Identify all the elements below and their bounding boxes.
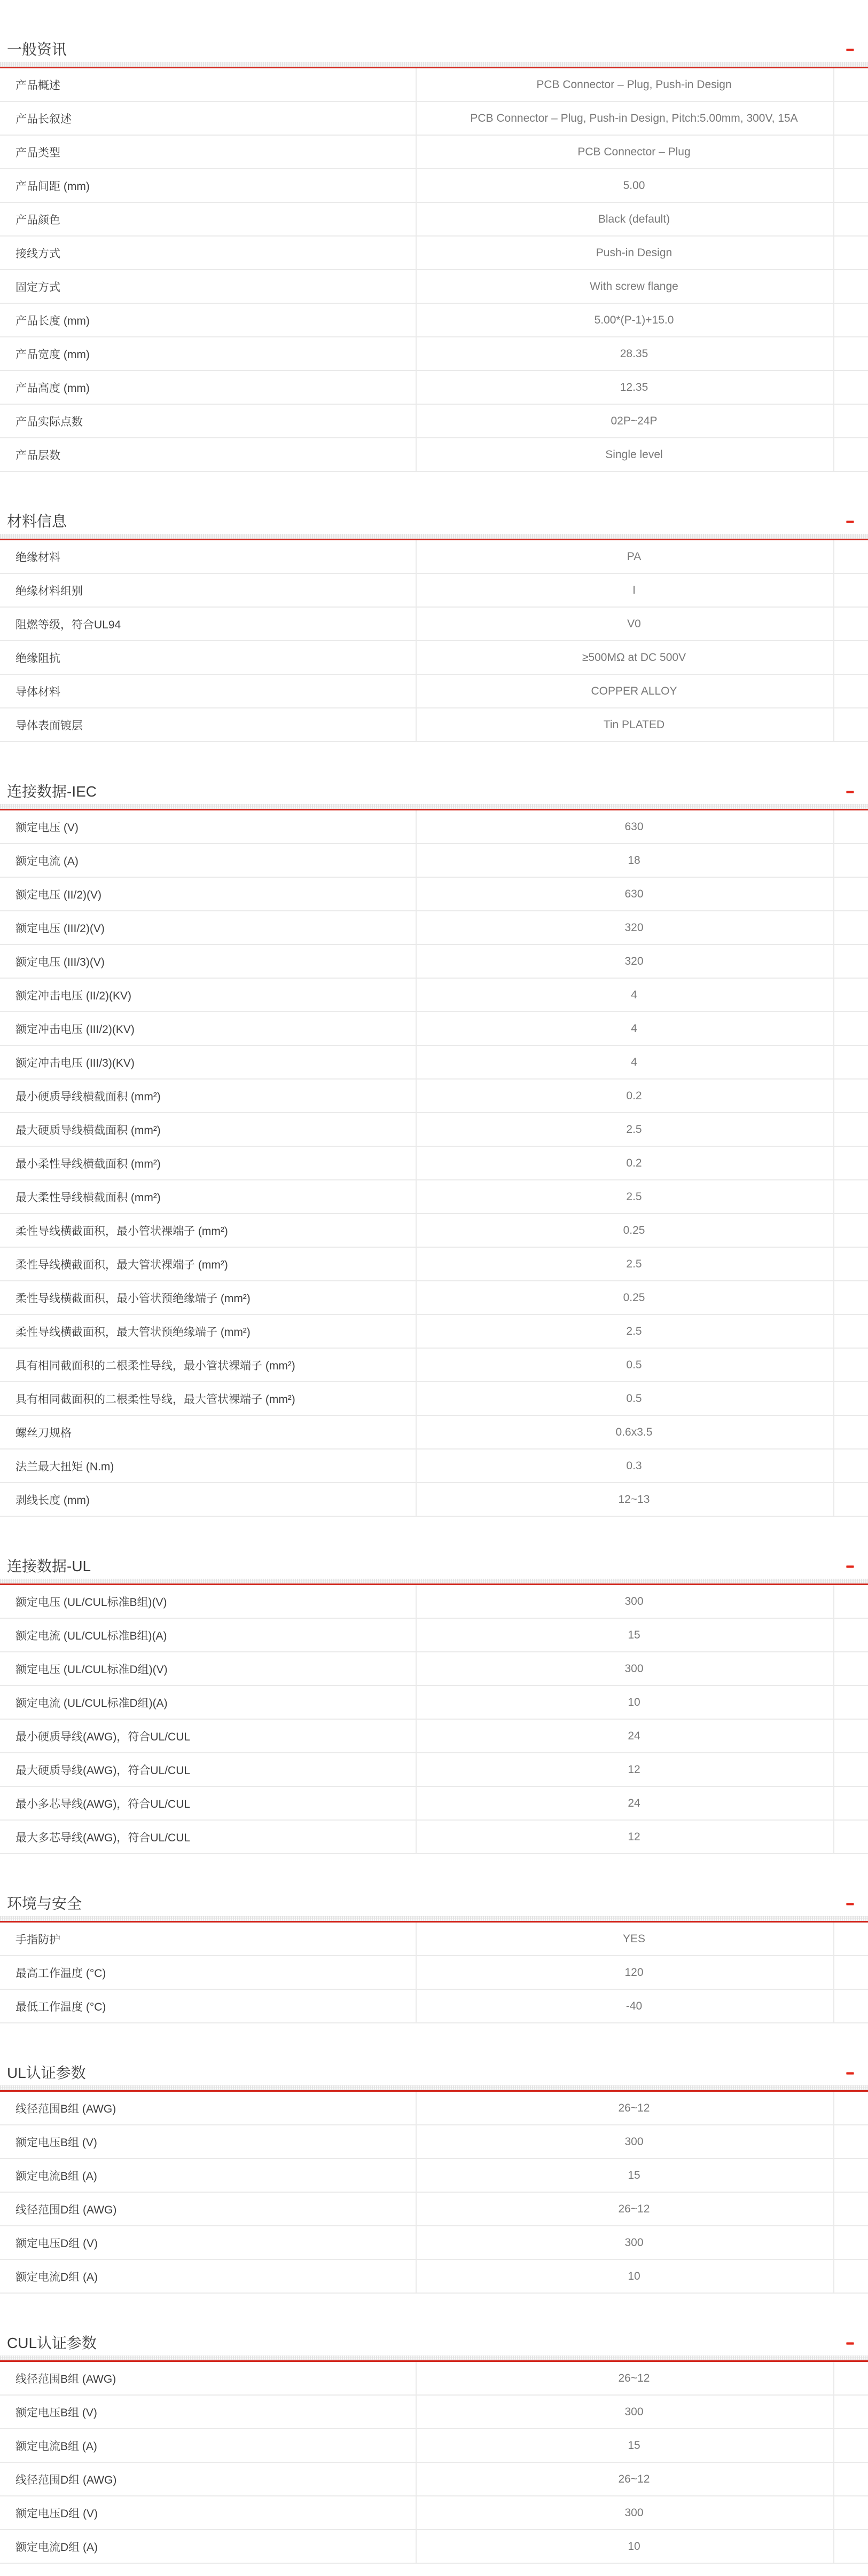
table-row xyxy=(0,641,868,675)
row-spacer xyxy=(834,304,868,336)
collapse-minus-icon[interactable] xyxy=(846,49,854,51)
table-row xyxy=(0,405,868,438)
row-spacer xyxy=(834,405,868,437)
row-label: 法兰最大扭矩 (N.m) xyxy=(15,1460,114,1473)
table-row xyxy=(0,1483,868,1517)
row-value: 10 xyxy=(416,2530,834,2563)
table-row xyxy=(0,2260,868,2294)
row-label: 导体材料 xyxy=(15,686,60,698)
table-row xyxy=(0,1214,868,1248)
row-label: 产品类型 xyxy=(15,146,60,159)
row-value: 4 xyxy=(416,979,834,1011)
row-value: 12~13 xyxy=(416,1483,834,1516)
row-label: 额定电流D组 (A) xyxy=(15,2541,98,2554)
table-row xyxy=(0,608,868,641)
table-row xyxy=(0,2226,868,2260)
row-label: 固定方式 xyxy=(15,281,60,294)
row-value: I xyxy=(416,574,834,606)
row-value: COPPER ALLOY xyxy=(416,675,834,707)
row-spacer xyxy=(834,136,868,168)
row-value: Black (default) xyxy=(416,203,834,235)
section-connection-data-ul xyxy=(0,1517,868,1854)
collapse-minus-icon[interactable] xyxy=(846,2342,854,2345)
spec-table xyxy=(0,540,868,742)
table-row xyxy=(0,1315,868,1349)
row-label: 具有相同截面积的二根柔性导线，最大管状裸端子 (mm²) xyxy=(15,1393,295,1406)
table-row xyxy=(0,438,868,472)
row-spacer xyxy=(834,540,868,573)
row-spacer xyxy=(834,945,868,978)
collapse-minus-icon[interactable] xyxy=(846,1565,854,1568)
row-spacer xyxy=(834,1416,868,1448)
row-spacer xyxy=(834,1585,868,1618)
row-label: 额定电流 (UL/CUL标准D组)(A) xyxy=(15,1697,168,1710)
table-row xyxy=(0,237,868,270)
row-spacer xyxy=(834,2226,868,2259)
row-spacer xyxy=(834,1720,868,1752)
row-label: 柔性导线横截面积，最大管状裸端子 (mm²) xyxy=(15,1258,228,1271)
row-spacer xyxy=(834,1787,868,1819)
row-spacer xyxy=(834,641,868,674)
table-row xyxy=(0,2463,868,2496)
row-value: 15 xyxy=(416,1619,834,1651)
dotted-divider xyxy=(0,62,868,67)
spec-table xyxy=(0,68,868,472)
row-label: 产品实际点数 xyxy=(15,415,83,428)
table-row xyxy=(0,169,868,203)
section-header xyxy=(0,742,868,804)
row-label: 最小柔性导线横截面积 (mm²) xyxy=(15,1157,161,1170)
table-row xyxy=(0,979,868,1012)
row-label: 额定电压 (UL/CUL标准B组)(V) xyxy=(15,1596,167,1609)
table-row xyxy=(0,1080,868,1113)
row-value: Push-in Design xyxy=(416,237,834,269)
table-row xyxy=(0,304,868,337)
row-value: PA xyxy=(416,540,834,573)
row-value: ≥500MΩ at DC 500V xyxy=(416,641,834,674)
table-row xyxy=(0,1046,868,1080)
table-row xyxy=(0,1585,868,1619)
row-label: 绝缘阻抗 xyxy=(15,652,60,665)
row-value: Single level xyxy=(416,438,834,471)
row-label: 额定电流 (UL/CUL标准B组)(A) xyxy=(15,1629,167,1642)
row-spacer xyxy=(834,1248,868,1280)
row-value: 26~12 xyxy=(416,2362,834,2394)
row-value: 4 xyxy=(416,1046,834,1078)
row-value: 0.5 xyxy=(416,1349,834,1381)
table-row xyxy=(0,2429,868,2463)
row-value: 28.35 xyxy=(416,337,834,370)
table-row xyxy=(0,1956,868,1990)
row-label: 额定电压 (III/2)(V) xyxy=(15,922,105,935)
table-row xyxy=(0,2496,868,2530)
spec-table xyxy=(0,2092,868,2294)
row-value: 15 xyxy=(416,2159,834,2192)
row-label: 额定电压 (UL/CUL标准D组)(V) xyxy=(15,1663,168,1676)
section-header xyxy=(0,1517,868,1579)
spec-table xyxy=(0,810,868,1517)
row-spacer xyxy=(834,979,868,1011)
table-row xyxy=(0,844,868,878)
row-value: 15 xyxy=(416,2429,834,2462)
row-spacer xyxy=(834,2530,868,2563)
section-cul-certification xyxy=(0,2294,868,2564)
row-spacer xyxy=(834,2092,868,2124)
table-row xyxy=(0,1416,868,1450)
row-spacer xyxy=(834,2362,868,2394)
row-value: 0.6x3.5 xyxy=(416,1416,834,1448)
row-spacer xyxy=(834,2463,868,2495)
row-spacer xyxy=(834,2159,868,2192)
row-spacer xyxy=(834,2429,868,2462)
table-row xyxy=(0,1180,868,1214)
row-label: 最小多芯导线(AWG)，符合UL/CUL xyxy=(15,1798,191,1810)
row-label: 额定电压 (III/3)(V) xyxy=(15,956,105,968)
dotted-divider xyxy=(0,2085,868,2090)
row-value: 10 xyxy=(416,2260,834,2293)
row-spacer xyxy=(834,1214,868,1247)
row-value: With screw flange xyxy=(416,270,834,303)
row-spacer xyxy=(834,1923,868,1955)
table-row xyxy=(0,1753,868,1787)
row-spacer xyxy=(834,1046,868,1078)
row-value: PCB Connector – Plug xyxy=(416,136,834,168)
row-spacer xyxy=(834,1450,868,1482)
dotted-divider xyxy=(0,2356,868,2360)
dotted-divider xyxy=(0,1916,868,1921)
row-value: PCB Connector – Plug, Push-in Design, Pitch:5.00mm, 300V, 15A xyxy=(416,102,834,135)
row-value: 5.00*(P-1)+15.0 xyxy=(416,304,834,336)
row-value: 02P~24P xyxy=(416,405,834,437)
section-ul-certification xyxy=(0,2023,868,2294)
row-label: 线径范围D组 (AWG) xyxy=(15,2473,117,2486)
table-row xyxy=(0,708,868,742)
table-row xyxy=(0,1450,868,1483)
row-value: 12 xyxy=(416,1753,834,1786)
row-spacer xyxy=(834,2125,868,2158)
row-value: 300 xyxy=(416,2226,834,2259)
collapse-minus-icon[interactable] xyxy=(846,791,854,793)
row-value: 24 xyxy=(416,1787,834,1819)
row-value: 26~12 xyxy=(416,2463,834,2495)
row-spacer xyxy=(834,878,868,910)
row-value: 2.5 xyxy=(416,1248,834,1280)
row-spacer xyxy=(834,2260,868,2293)
section-header xyxy=(0,2294,868,2356)
row-label: 产品概述 xyxy=(15,79,60,92)
row-label: 产品高度 (mm) xyxy=(15,382,90,395)
section-header xyxy=(0,0,868,62)
row-label: 产品宽度 (mm) xyxy=(15,348,90,361)
section-general-info xyxy=(0,0,868,472)
row-spacer xyxy=(834,708,868,741)
row-value: Tin PLATED xyxy=(416,708,834,741)
spec-table xyxy=(0,2362,868,2564)
table-row xyxy=(0,878,868,911)
row-value: 18 xyxy=(416,844,834,877)
row-label: 额定电流 (A) xyxy=(15,855,79,868)
row-label: 额定电压B组 (V) xyxy=(15,2136,97,2149)
row-value: 0.25 xyxy=(416,1214,834,1247)
section-title: CUL认证参数 xyxy=(7,2335,97,2351)
row-value: 0.3 xyxy=(416,1450,834,1482)
section-title: 环境与安全 xyxy=(7,1895,82,1912)
table-row xyxy=(0,68,868,102)
row-label: 最高工作温度 (°C) xyxy=(15,1967,106,1980)
row-label: 螺丝刀规格 xyxy=(15,1427,72,1439)
row-value: 2.5 xyxy=(416,1180,834,1213)
row-value: 300 xyxy=(416,2496,834,2529)
row-spacer xyxy=(834,675,868,707)
table-row xyxy=(0,270,868,304)
row-spacer xyxy=(834,1180,868,1213)
row-spacer xyxy=(834,68,868,101)
row-value: PCB Connector – Plug, Push-in Design xyxy=(416,68,834,101)
row-value: 4 xyxy=(416,1012,834,1045)
row-label: 柔性导线横截面积，最小管状裸端子 (mm²) xyxy=(15,1225,228,1238)
dotted-divider xyxy=(0,1579,868,1584)
row-label: 额定电流D组 (A) xyxy=(15,2271,98,2283)
section-title: 材料信息 xyxy=(7,513,67,530)
table-row xyxy=(0,1113,868,1147)
table-row xyxy=(0,203,868,237)
row-value: 0.2 xyxy=(416,1080,834,1112)
row-spacer xyxy=(834,1483,868,1516)
collapse-minus-icon[interactable] xyxy=(846,2072,854,2075)
row-value: 300 xyxy=(416,1585,834,1618)
table-row xyxy=(0,102,868,136)
table-row xyxy=(0,1821,868,1854)
row-spacer xyxy=(834,574,868,606)
row-spacer xyxy=(834,1956,868,1989)
row-spacer xyxy=(834,844,868,877)
row-value: 24 xyxy=(416,1720,834,1752)
row-value: 12.35 xyxy=(416,371,834,404)
row-label: 导体表面镀层 xyxy=(15,719,83,732)
section-connection-data-iec xyxy=(0,742,868,1517)
dotted-divider xyxy=(0,534,868,539)
spec-table xyxy=(0,1923,868,2023)
table-row xyxy=(0,2193,868,2226)
row-value: 630 xyxy=(416,810,834,843)
row-value: 0.2 xyxy=(416,1147,834,1179)
row-value: 10 xyxy=(416,1686,834,1719)
row-label: 额定电流B组 (A) xyxy=(15,2170,97,2183)
row-spacer xyxy=(834,169,868,202)
row-value: 5.00 xyxy=(416,169,834,202)
section-environment-safety xyxy=(0,1854,868,2023)
collapse-minus-icon[interactable] xyxy=(846,1903,854,1905)
row-spacer xyxy=(834,911,868,944)
row-label: 最大多芯导线(AWG)，符合UL/CUL xyxy=(15,1831,191,1844)
section-header xyxy=(0,2023,868,2085)
spec-table xyxy=(0,1585,868,1854)
row-spacer xyxy=(834,2396,868,2428)
table-row xyxy=(0,1787,868,1821)
row-spacer xyxy=(834,1315,868,1348)
row-value: 12 xyxy=(416,1821,834,1853)
row-value: 2.5 xyxy=(416,1315,834,1348)
row-spacer xyxy=(834,1281,868,1314)
table-row xyxy=(0,2125,868,2159)
table-row xyxy=(0,1720,868,1753)
row-label: 额定电压D组 (V) xyxy=(15,2507,98,2520)
row-label: 产品长度 (mm) xyxy=(15,314,90,327)
row-spacer xyxy=(834,203,868,235)
row-value: 630 xyxy=(416,878,834,910)
row-label: 产品长叙述 xyxy=(15,113,72,125)
row-value: 320 xyxy=(416,911,834,944)
row-label: 产品层数 xyxy=(15,449,60,462)
row-label: 手指防护 xyxy=(15,1933,60,1946)
row-value: 300 xyxy=(416,2396,834,2428)
table-row xyxy=(0,1248,868,1281)
row-label: 阻燃等级，符合UL94 xyxy=(15,618,121,631)
row-label: 额定电压B组 (V) xyxy=(15,2406,97,2419)
row-spacer xyxy=(834,438,868,471)
row-value: 26~12 xyxy=(416,2092,834,2124)
table-row xyxy=(0,2159,868,2193)
row-spacer xyxy=(834,1147,868,1179)
row-value: V0 xyxy=(416,608,834,640)
row-label: 额定电流B组 (A) xyxy=(15,2440,97,2453)
table-row xyxy=(0,371,868,405)
section-title: 一般资讯 xyxy=(7,41,67,58)
row-label: 最小硬质导线(AWG)，符合UL/CUL xyxy=(15,1730,191,1743)
table-row xyxy=(0,1382,868,1416)
row-label: 额定电压 (II/2)(V) xyxy=(15,888,101,901)
table-row xyxy=(0,2396,868,2429)
table-row xyxy=(0,1349,868,1382)
row-spacer xyxy=(834,102,868,135)
table-row xyxy=(0,1923,868,1956)
table-row xyxy=(0,1619,868,1652)
table-row xyxy=(0,2092,868,2125)
row-spacer xyxy=(834,1349,868,1381)
table-row xyxy=(0,675,868,708)
table-row xyxy=(0,1147,868,1180)
row-label: 柔性导线横截面积，最小管状预绝缘端子 (mm²) xyxy=(15,1292,251,1305)
row-label: 线径范围B组 (AWG) xyxy=(15,2373,116,2385)
row-label: 接线方式 xyxy=(15,247,60,260)
table-row xyxy=(0,1281,868,1315)
row-spacer xyxy=(834,1753,868,1786)
row-spacer xyxy=(834,270,868,303)
row-spacer xyxy=(834,237,868,269)
row-value: 0.25 xyxy=(416,1281,834,1314)
row-spacer xyxy=(834,810,868,843)
row-label: 额定电压D组 (V) xyxy=(15,2237,98,2250)
section-title: 连接数据-IEC xyxy=(7,783,97,800)
row-value: 2.5 xyxy=(416,1113,834,1146)
row-label: 产品间距 (mm) xyxy=(15,180,90,193)
table-row xyxy=(0,1686,868,1720)
row-value: 120 xyxy=(416,1956,834,1989)
table-row xyxy=(0,574,868,608)
row-label: 额定冲击电压 (III/2)(KV) xyxy=(15,1023,135,1036)
row-spacer xyxy=(834,371,868,404)
row-label: 额定电压 (V) xyxy=(15,821,79,834)
row-label: 产品颜色 xyxy=(15,214,60,226)
table-row xyxy=(0,1652,868,1686)
table-row xyxy=(0,337,868,371)
collapse-minus-icon[interactable] xyxy=(846,521,854,523)
row-value: 320 xyxy=(416,945,834,978)
section-header xyxy=(0,1854,868,1916)
row-label: 最小硬质导线横截面积 (mm²) xyxy=(15,1090,161,1103)
section-title: UL认证参数 xyxy=(7,2065,86,2081)
row-spacer xyxy=(834,1686,868,1719)
row-label: 线径范围D组 (AWG) xyxy=(15,2203,117,2216)
row-value: 0.5 xyxy=(416,1382,834,1415)
table-row xyxy=(0,136,868,169)
row-label: 具有相同截面积的二根柔性导线，最小管状裸端子 (mm²) xyxy=(15,1359,295,1372)
row-label: 最大硬质导线横截面积 (mm²) xyxy=(15,1124,161,1137)
row-spacer xyxy=(834,1012,868,1045)
table-row xyxy=(0,2530,868,2564)
table-row xyxy=(0,1012,868,1046)
row-value: 26~12 xyxy=(416,2193,834,2225)
table-row xyxy=(0,911,868,945)
section-header xyxy=(0,472,868,534)
row-label: 剥线长度 (mm) xyxy=(15,1494,90,1507)
row-spacer xyxy=(834,1619,868,1651)
row-spacer xyxy=(834,1821,868,1853)
row-spacer xyxy=(834,1113,868,1146)
row-spacer xyxy=(834,608,868,640)
row-value: -40 xyxy=(416,1990,834,2022)
row-value: 300 xyxy=(416,2125,834,2158)
row-spacer xyxy=(834,337,868,370)
row-spacer xyxy=(834,1990,868,2022)
row-value: 300 xyxy=(416,1652,834,1685)
table-row xyxy=(0,540,868,574)
row-label: 柔性导线横截面积，最大管状预绝缘端子 (mm²) xyxy=(15,1326,251,1338)
table-row xyxy=(0,945,868,979)
row-label: 绝缘材料 xyxy=(15,551,60,564)
row-label: 额定冲击电压 (III/3)(KV) xyxy=(15,1057,135,1069)
row-spacer xyxy=(834,2496,868,2529)
row-label: 绝缘材料组别 xyxy=(15,585,83,597)
row-label: 线径范围B组 (AWG) xyxy=(15,2102,116,2115)
row-label: 额定冲击电压 (II/2)(KV) xyxy=(15,989,132,1002)
row-value: YES xyxy=(416,1923,834,1955)
row-spacer xyxy=(834,1382,868,1415)
row-spacer xyxy=(834,2193,868,2225)
row-label: 最低工作温度 (°C) xyxy=(15,2000,106,2013)
row-spacer xyxy=(834,1652,868,1685)
dotted-divider xyxy=(0,804,868,809)
row-label: 最大硬质导线(AWG)，符合UL/CUL xyxy=(15,1764,191,1777)
table-row xyxy=(0,2362,868,2396)
table-row xyxy=(0,810,868,844)
row-spacer xyxy=(834,1080,868,1112)
section-title: 连接数据-UL xyxy=(7,1558,91,1574)
table-row xyxy=(0,1990,868,2023)
row-label: 最大柔性导线横截面积 (mm²) xyxy=(15,1191,161,1204)
section-material-info xyxy=(0,472,868,742)
